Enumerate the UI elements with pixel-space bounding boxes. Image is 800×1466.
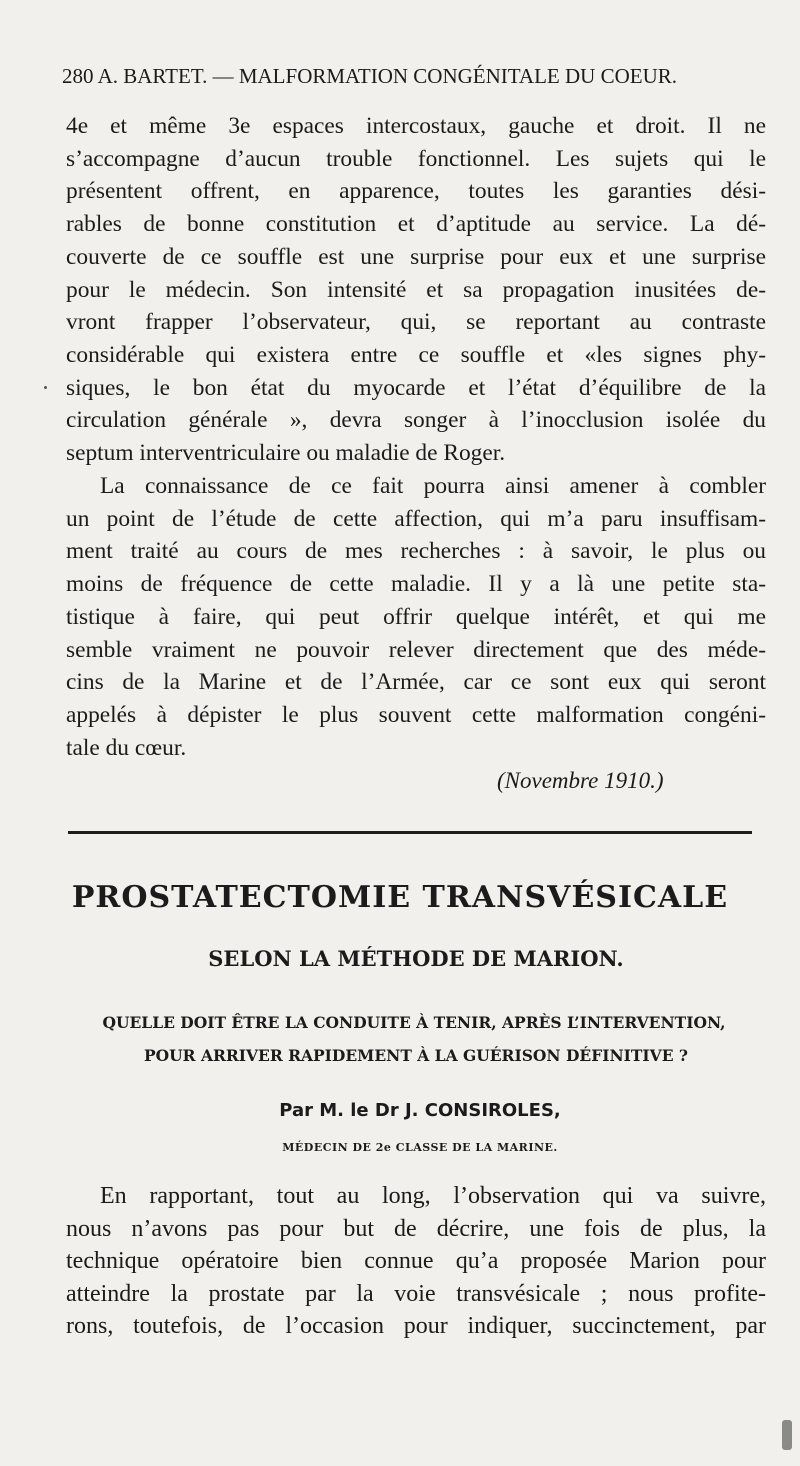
text-line: tistique à faire, qui peut offrir quelque intérêt, et qui me — [66, 603, 766, 630]
text-line: nous n’avons pas pour but de décrire, une fois de plus, la — [66, 1215, 766, 1242]
text-line: présentent offrent, en apparence, toutes les garanties dési- — [66, 178, 766, 205]
text-line: appelés à dépister le plus souvent cette malformation congéni- — [66, 701, 766, 728]
question-line-2: POUR ARRIVER RAPIDEMENT À LA GUÉRISON DÉFINITIVE ? — [144, 1046, 688, 1065]
text-line: siques, le bon état du myocarde et l’état d’équilibre de la — [66, 374, 766, 401]
text-line: semble vraiment ne pouvoir relever directement que des méde- — [66, 636, 766, 663]
text-line: s’accompagne d’aucun trouble fonctionnel. Les sujets qui le — [66, 145, 766, 172]
paragraph-1 — [66, 110, 766, 470]
article-title: PROSTATECTOMIE TRANSVÉSICALE — [71, 880, 729, 915]
text-line: pour le médecin. Son intensité et sa propagation inusitées de- — [66, 276, 766, 303]
question-line-1: QUELLE DOIT ÊTRE LA CONDUITE À TENIR, APRÈS L’INTERVENTION, — [102, 1013, 726, 1032]
text-line: ment traité au cours de mes recherches : à savoir, le plus ou — [66, 538, 766, 565]
text-line: atteindre la prostate par la voie transvésicale ; nous profite- — [66, 1280, 766, 1307]
author-affiliation: MÉDECIN DE 2e CLASSE DE LA MARINE. — [282, 1141, 558, 1154]
date-line: (Novembre 1910.) — [497, 768, 664, 793]
article-subtitle: SELON LA MÉTHODE DE MARION. — [208, 946, 624, 971]
text-line: En rapportant, tout au long, l’observation qui va suivre, — [100, 1183, 766, 1209]
text-line: rons, toutefois, de l’occasion pour indiquer, succinctement, par — [66, 1313, 766, 1340]
paragraph-3 — [66, 1180, 766, 1343]
text-line: couverte de ce souffle est une surprise pour eux et une surprise — [66, 243, 766, 270]
text-line: septum interventriculaire ou maladie de Roger. — [66, 440, 506, 467]
text-line: considérable qui existera entre ce souffle et «les signes phy- — [66, 341, 766, 368]
text-line: 4e et même 3e espaces intercostaux, gauche et droit. Il ne — [66, 113, 766, 139]
text-line: moins de fréquence de cette maladie. Il y a là une petite sta- — [66, 571, 766, 598]
text-line: tale du cœur. — [66, 734, 187, 761]
text-line: technique opératoire bien connue qu’a proposée Marion pour — [66, 1248, 766, 1275]
author-line: Par M. le Dr J. CONSIROLES, — [279, 1100, 561, 1121]
ink-speck — [44, 386, 47, 389]
text-line: cins de la Marine et de l’Armée, car ce sont eux qui seront — [66, 669, 766, 696]
text-line: vront frapper l’observateur, qui, se reportant au contraste — [66, 309, 766, 336]
section-divider — [68, 831, 752, 834]
text-line: un point de l’étude de cette affection, qui m’a paru insuffisam- — [66, 505, 766, 532]
text-line: rables de bonne constitution et d’aptitude au service. La dé- — [66, 211, 766, 238]
paragraph-2 — [66, 470, 766, 764]
text-line: La connaissance de ce fait pourra ainsi amener à combler — [100, 473, 766, 499]
running-head: 280 A. BARTET. — MALFORMATION CONGÉNITALE DU COEUR. — [62, 64, 677, 88]
page-edge-shadow — [782, 1420, 792, 1450]
text-line: circulation générale », devra songer à l’inocclusion isolée du — [66, 407, 766, 434]
